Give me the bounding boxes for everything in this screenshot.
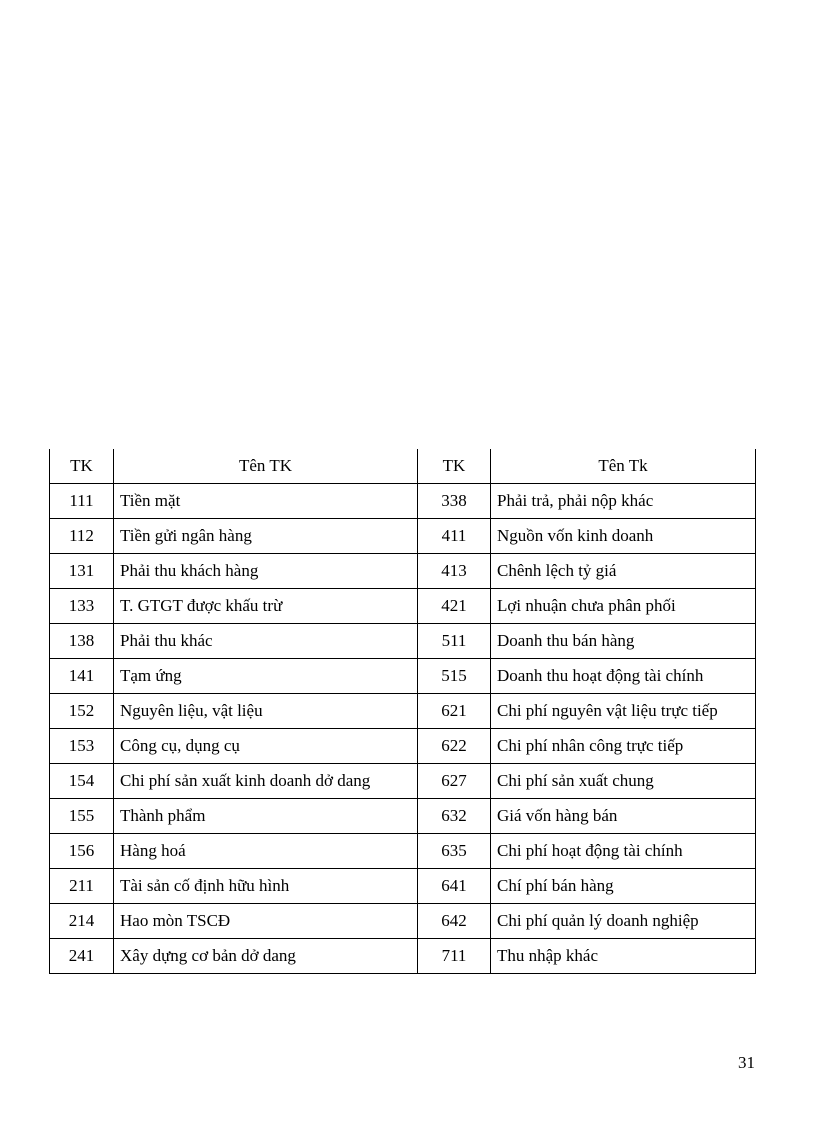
account-name-left: Thành phẩm bbox=[114, 799, 418, 834]
account-name-right: Giá vốn hàng bán bbox=[491, 799, 756, 834]
account-name-right: Doanh thu hoạt động tài chính bbox=[491, 659, 756, 694]
table-row bbox=[50, 834, 756, 869]
account-name-right: Chí phí bán hàng bbox=[491, 869, 756, 904]
account-code-right: 632 bbox=[418, 799, 491, 834]
account-code-left: 111 bbox=[50, 484, 114, 519]
table-row bbox=[50, 904, 756, 939]
account-code-left: 131 bbox=[50, 554, 114, 589]
table-row bbox=[50, 589, 756, 624]
account-name-left: Tài sản cố định hữu hình bbox=[114, 869, 418, 904]
header-account-code-left: TK bbox=[50, 449, 114, 484]
account-code-right: 421 bbox=[418, 589, 491, 624]
account-name-right: Doanh thu bán hàng bbox=[491, 624, 756, 659]
account-name-left: Xây dựng cơ bản dở dang bbox=[114, 939, 418, 974]
table-row bbox=[50, 694, 756, 729]
account-code-right: 711 bbox=[418, 939, 491, 974]
account-code-right: 411 bbox=[418, 519, 491, 554]
table-row bbox=[50, 554, 756, 589]
table-row bbox=[50, 624, 756, 659]
account-name-left: Tiền gửi ngân hàng bbox=[114, 519, 418, 554]
account-name-left: Phải thu khách hàng bbox=[114, 554, 418, 589]
account-code-right: 621 bbox=[418, 694, 491, 729]
account-name-right: Chi phí hoạt động tài chính bbox=[491, 834, 756, 869]
header-account-code-right: TK bbox=[418, 449, 491, 484]
account-code-left: 214 bbox=[50, 904, 114, 939]
table-row bbox=[50, 519, 756, 554]
account-name-left: Tạm ứng bbox=[114, 659, 418, 694]
account-code-left: 153 bbox=[50, 729, 114, 764]
table-row bbox=[50, 484, 756, 519]
account-code-left: 211 bbox=[50, 869, 114, 904]
account-code-right: 338 bbox=[418, 484, 491, 519]
account-code-left: 154 bbox=[50, 764, 114, 799]
account-code-right: 413 bbox=[418, 554, 491, 589]
account-code-left: 112 bbox=[50, 519, 114, 554]
table-row bbox=[50, 869, 756, 904]
account-name-left: T. GTGT được khấu trừ bbox=[114, 589, 418, 624]
header-account-name-left: Tên TK bbox=[114, 449, 418, 484]
account-name-right: Chi phí nguyên vật liệu trực tiếp bbox=[491, 694, 756, 729]
table-row bbox=[50, 939, 756, 974]
header-account-name-right: Tên Tk bbox=[491, 449, 756, 484]
account-code-left: 138 bbox=[50, 624, 114, 659]
account-name-left: Phải thu khác bbox=[114, 624, 418, 659]
account-code-right: 627 bbox=[418, 764, 491, 799]
account-name-left: Hao mòn TSCĐ bbox=[114, 904, 418, 939]
table-header-row bbox=[50, 449, 756, 484]
account-name-right: Nguồn vốn kinh doanh bbox=[491, 519, 756, 554]
table-row bbox=[50, 799, 756, 834]
account-name-left: Chi phí sản xuất kinh doanh dở dang bbox=[114, 764, 418, 799]
account-name-left: Công cụ, dụng cụ bbox=[114, 729, 418, 764]
page-number: 31 bbox=[738, 1053, 755, 1072]
account-name-right: Chi phí quản lý doanh nghiệp bbox=[491, 904, 756, 939]
account-code-left: 156 bbox=[50, 834, 114, 869]
account-code-right: 511 bbox=[418, 624, 491, 659]
account-code-left: 141 bbox=[50, 659, 114, 694]
account-code-right: 515 bbox=[418, 659, 491, 694]
account-name-right: Phải trả, phải nộp khác bbox=[491, 484, 756, 519]
account-name-right: Lợi nhuận chưa phân phối bbox=[491, 589, 756, 624]
account-code-right: 622 bbox=[418, 729, 491, 764]
account-code-left: 133 bbox=[50, 589, 114, 624]
account-code-right: 641 bbox=[418, 869, 491, 904]
account-name-right: Thu nhập khác bbox=[491, 939, 756, 974]
account-code-right: 635 bbox=[418, 834, 491, 869]
account-name-left: Tiền mặt bbox=[114, 484, 418, 519]
account-name-right: Chi phí sản xuất chung bbox=[491, 764, 756, 799]
account-name-left: Nguyên liệu, vật liệu bbox=[114, 694, 418, 729]
account-name-right: Chênh lệch tỷ giá bbox=[491, 554, 756, 589]
table-row bbox=[50, 764, 756, 799]
table-row bbox=[50, 659, 756, 694]
account-code-right: 642 bbox=[418, 904, 491, 939]
table-row bbox=[50, 729, 756, 764]
account-name-left: Hàng hoá bbox=[114, 834, 418, 869]
account-code-left: 155 bbox=[50, 799, 114, 834]
chart-of-accounts-table bbox=[49, 449, 756, 974]
account-code-left: 241 bbox=[50, 939, 114, 974]
account-name-right: Chi phí nhân công trực tiếp bbox=[491, 729, 756, 764]
account-code-left: 152 bbox=[50, 694, 114, 729]
